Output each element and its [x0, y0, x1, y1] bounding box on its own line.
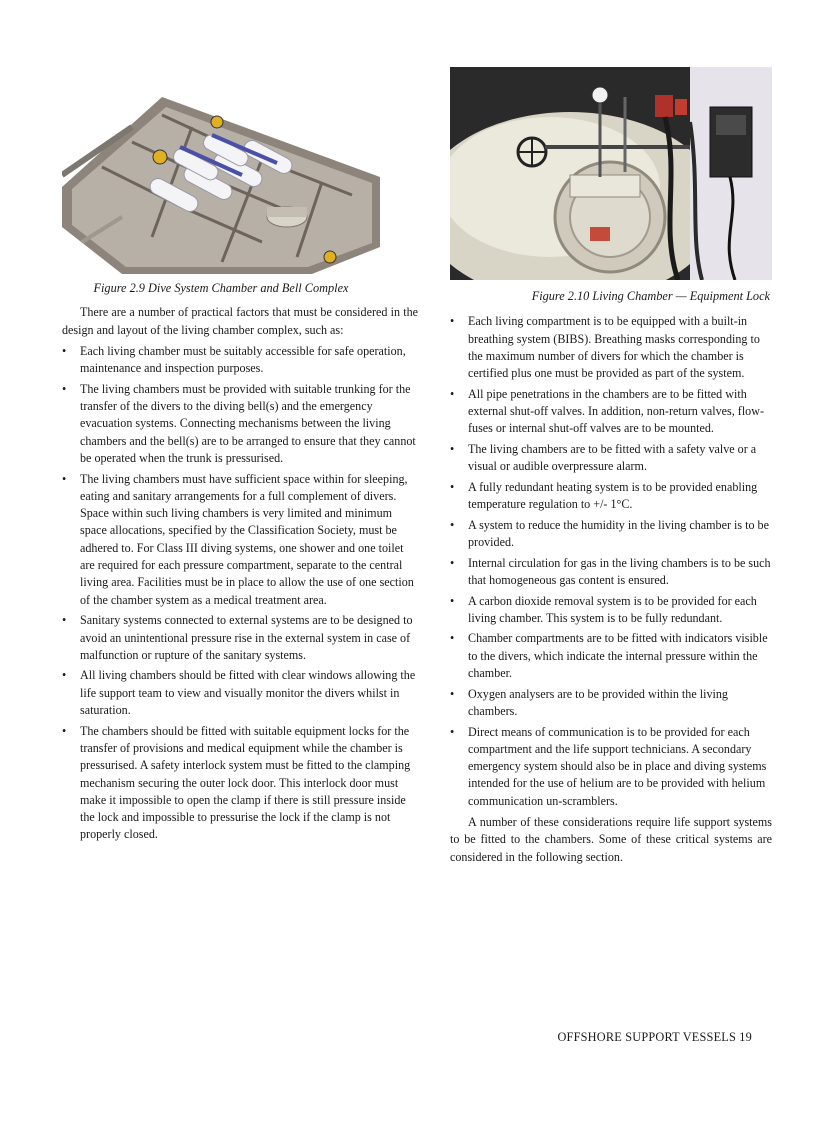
closing-paragraph: A number of these considerations require life support systems to be fitted to the chambers. Some of these critical systems are considered in the following section. — [450, 814, 772, 864]
list-item-text: The chambers should be fitted with suitable equipment locks for the transfer of provisions and medical equipment while the chamber is pressurised. A safety interlock system must be fitted to the clamping mechanism securing the outer lock door. This interlock door must make it impossible to open the clamp if there is still pressure inside the lock and impossible to pressurise the lock if the clamp is not properly closed. — [80, 723, 411, 842]
bullet-glyph: • — [450, 686, 455, 701]
bullet-glyph: • — [450, 724, 455, 739]
list-item-text: Direct means of communication is to be provided for each compartment and the life support technicians. A secondary emergency system should also be in place and diving systems intended for the use of helium are to be provided with helium communication un-scramblers. — [468, 724, 767, 808]
list-item-text: A system to reduce the humidity in the living chamber is to be provided. — [468, 517, 769, 550]
left-column — [62, 67, 418, 847]
bullet-glyph: • — [450, 441, 455, 456]
equipment-lock-photo — [450, 67, 772, 280]
bullet-glyph: • — [62, 343, 67, 358]
figure-2-10-caption: Figure 2.10 Living Chamber — Equipment Lock — [531, 289, 770, 303]
list-item — [450, 630, 772, 682]
figure-2-9-caption: Figure 2.9 Dive System Chamber and Bell Complex — [93, 281, 349, 295]
bullet-glyph: • — [62, 613, 67, 628]
list-item-text: The living chambers must be provided with suitable trunking for the transfer of the divers to the diving bell(s) and the emergency evacuation systems. Connecting mechanisms between the living chambers and the bell(s) are to be arranged to ensure that they cannot be operated when the trunk is pressurised. — [80, 381, 416, 465]
list-item — [450, 593, 772, 628]
list-item-text: All pipe penetrations in the chambers are to be fitted with external shut-off valves. In addition, non-return valves, flow-fuses or internal shut-off valves are to be mounted. — [468, 386, 764, 436]
bullet-glyph: • — [450, 517, 455, 532]
list-item-text: Internal circulation for gas in the living chambers is to be such that homogeneous gas content is ensured. — [468, 555, 771, 587]
bullet-glyph: • — [62, 723, 67, 738]
list-item-text: All living chambers should be fitted with clear windows allowing the life support team to view and visually monitor the divers whilst in saturation. — [80, 668, 416, 718]
list-item-text: Chamber compartments are to be fitted with indicators visible to the divers, which indicate the internal pressure within the chamber. — [468, 631, 768, 681]
list-item — [450, 479, 772, 514]
list-item-text: Sanitary systems connected to external systems are to be designed to avoid an unintentional pressure rise in the external system in case of malfunction or rupture of the sanitary systems. — [80, 613, 413, 662]
bullet-glyph: • — [62, 668, 67, 683]
list-item — [450, 441, 772, 476]
bullet-glyph: • — [450, 593, 455, 608]
list-item — [62, 381, 418, 467]
left-bullet-list — [62, 343, 418, 844]
bullet-glyph: • — [450, 314, 455, 329]
bullet-glyph: • — [450, 386, 455, 401]
list-item-text: A fully redundant heating system is to be provided enabling temperature regulation to +/- 1°C. — [468, 479, 758, 512]
figure-dive-system-complex — [62, 67, 380, 274]
list-item — [450, 517, 772, 552]
list-item-text: Each living compartment is to be equipped with a built-in breathing system (BIBS). Breathing masks corresponding to the maximum number of divers for which the chamber is certified plus one must be provided as part of the system. — [468, 314, 760, 381]
page-footer: OFFSHORE SUPPORT VESSELS 19 — [557, 1030, 752, 1044]
list-item-text: Each living chamber must be suitably accessible for safe operation, maintenance and inspection purposes. — [80, 343, 406, 376]
right-bullet-list — [450, 313, 772, 810]
list-item-text: Oxygen analysers are to be provided within the living chambers. — [468, 686, 728, 718]
list-item — [450, 686, 772, 721]
list-item — [450, 724, 772, 810]
list-item — [62, 667, 418, 719]
right-column — [450, 67, 772, 866]
list-item — [62, 343, 418, 378]
bullet-glyph: • — [450, 555, 455, 570]
list-item — [62, 612, 418, 664]
figure-equipment-lock — [450, 67, 772, 280]
bullet-glyph: • — [450, 631, 455, 646]
bullet-glyph: • — [450, 479, 455, 494]
dive-system-illustration — [62, 67, 380, 274]
intro-paragraph: There are a number of practical factors that must be considered in the design and layout of the living chamber complex, such as: — [62, 305, 418, 337]
bullet-glyph: • — [62, 381, 67, 396]
list-item-text: A carbon dioxide removal system is to be provided for each living chamber. This system is to be fully redundant. — [468, 593, 757, 625]
bullet-glyph: • — [62, 471, 67, 486]
list-item-text: The living chambers must have sufficient space within for sleeping, eating and sanitary arrangements for a full complement of divers. Space within such living chambers is very limited and minimum space allocations, specified by the Classification Society, must be adhered to. For Class III diving systems, one shower and one toilet are required for each pressure compartment, separate to the central living area. Facilities must be in place to allow the use of one section of the chamber system as a medical treatment area. — [80, 471, 414, 607]
list-item — [450, 313, 772, 382]
list-item — [450, 555, 772, 590]
list-item — [62, 723, 418, 844]
list-item-text: The living chambers are to be fitted with a safety valve or a visual or audible overpressure alarm. — [468, 441, 757, 474]
list-item — [62, 471, 418, 609]
list-item — [450, 386, 772, 438]
